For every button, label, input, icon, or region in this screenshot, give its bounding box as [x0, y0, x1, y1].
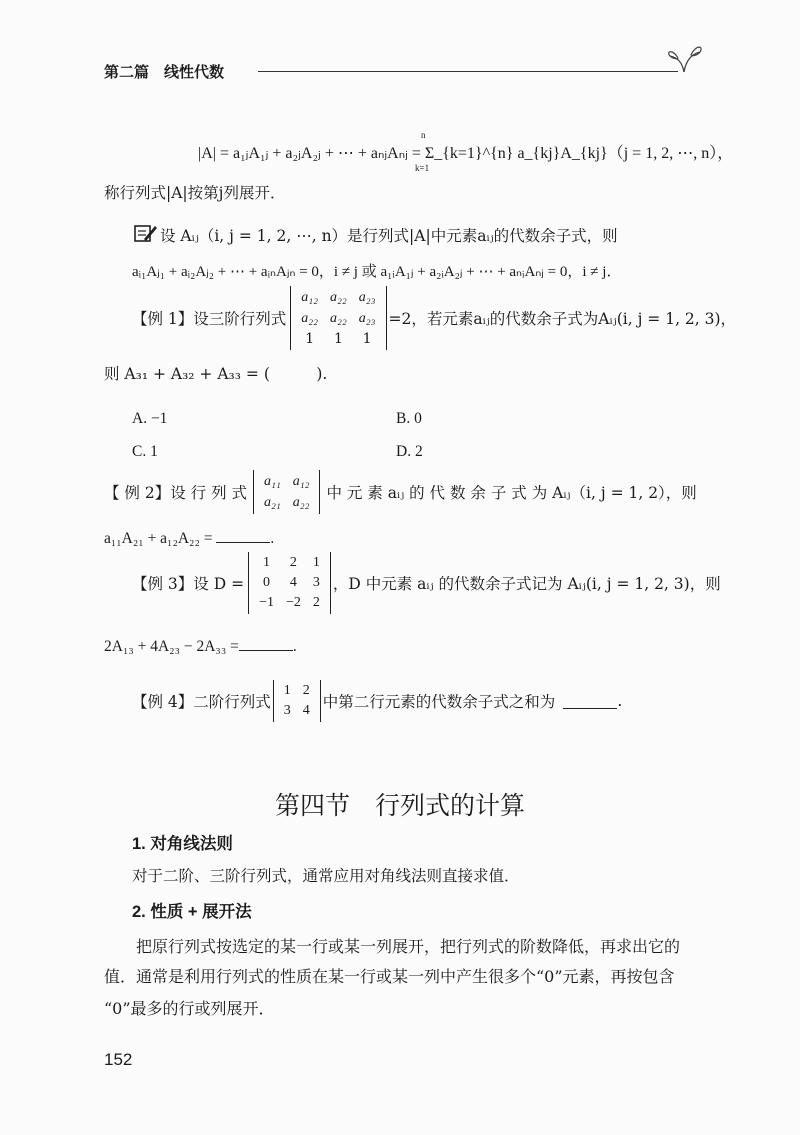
- ex1-cell: 1: [333, 331, 343, 347]
- example-4: 【例 4】二阶行列式 1 2 3 4 中第二行元素的代数余子式之和为 .: [132, 680, 622, 722]
- ex1-cell: 1: [362, 331, 372, 347]
- ex2-determinant: [253, 470, 320, 514]
- ex4-cell: 2: [302, 683, 310, 698]
- ex3-cell: 0: [263, 575, 271, 590]
- paragraph-diagonal-rule: 对于二阶、三阶行列式，通常应用对角线法则直接求值．: [132, 867, 520, 885]
- ex2-question: a₁₁A₂₁ + a₁₂A₂₂ = .: [104, 530, 275, 547]
- ex1-cell: a₂₃: [358, 290, 376, 305]
- subheading-diagonal-rule: 1. 对角线法则: [132, 835, 233, 853]
- paragraph-line-2: 值．通常是利用行列式的性质在某一行或某一列中产生很多个“0”元素，再按包含: [104, 967, 675, 986]
- sprout-icon: [664, 42, 704, 76]
- ex1-determinant: [290, 286, 386, 350]
- ex3-determinant: [248, 552, 331, 614]
- ex3-question: 2A₁₃ + 4A₂₃ − 2A₃₃ = .: [104, 638, 297, 655]
- ex3-cell: 2: [289, 555, 297, 570]
- note-pencil-icon: [134, 223, 158, 243]
- ex1-cell: a₂₃: [358, 311, 376, 326]
- ex3-cell: 1: [263, 555, 271, 570]
- page-number: 152: [104, 1050, 133, 1069]
- ex1-cell: a₂₂: [330, 311, 347, 326]
- ex1-question: 则 A₃₁ + A₃₂ + A₃₃ = ( ).: [104, 365, 328, 383]
- ex4-cell: 4: [302, 703, 310, 718]
- ex3-cell: −2: [285, 595, 301, 610]
- ex1-cell: a₁₂: [301, 290, 319, 305]
- ex3-prefix: 【例 3】设 D =: [132, 575, 245, 593]
- ex3-cell: 2: [312, 595, 320, 610]
- ex2-line2: a₁₁A₂₁ + a₁₂A₂₂ =: [104, 530, 213, 547]
- ex2-prefix: 【 例 2】设 行 列 式: [104, 484, 247, 502]
- answer-blank: [216, 528, 270, 543]
- subheading-property-expansion: 2. 性质 + 展开法: [132, 903, 252, 921]
- ex3-cell: 1: [312, 555, 320, 570]
- ex1-cell: a₂₂: [330, 290, 347, 305]
- section-title: 第四节 行列式的计算: [274, 791, 525, 820]
- option-c: C. 1: [132, 443, 158, 460]
- ex1-cell: a₂₂: [301, 311, 319, 326]
- example-2: [104, 470, 697, 514]
- ex1-prefix: 【例 1】设三阶行列式: [132, 310, 287, 328]
- ex2-cell: a₁₁: [264, 474, 281, 489]
- option-d: D. 2: [396, 443, 423, 460]
- sum-lower-limit: k=1: [415, 163, 430, 173]
- answer-blank: [239, 636, 293, 651]
- sum-upper-limit: n: [421, 130, 426, 140]
- example-3: [132, 552, 721, 614]
- ex4-cell: 3: [283, 703, 291, 718]
- expansion-note: 称行列式|A|按第j列展开．: [104, 184, 286, 202]
- ex4-suffix: 中第二行元素的代数余子式之和为: [322, 693, 556, 711]
- ex4-determinant: [273, 680, 321, 722]
- ex4-cell: 1: [283, 683, 291, 698]
- header-rule: [258, 71, 678, 72]
- answer-blank: [563, 694, 617, 709]
- remark-line-2: aᵢ₁Aⱼ₁ + aᵢ₂Aⱼ₂ + ⋯ + aᵢₙAⱼₙ = 0，i ≠ j 或 a₁ᵢA₁ⱼ + a₂ᵢA₂ⱼ + ⋯ + aₙᵢAₙⱼ = 0，i ≠ j．: [132, 264, 622, 280]
- ex3-cell: 4: [289, 575, 297, 590]
- example-1: [132, 286, 736, 350]
- paragraph-line-3: “0”最多的行或列展开．: [104, 999, 275, 1018]
- remark-line-1: 设 Aᵢⱼ（i, j = 1, 2, ⋯, n）是行列式|A|中元素aᵢⱼ的代数余子式，则: [160, 227, 618, 245]
- ex1-suffix: =2，若元素aᵢⱼ的代数余子式为Aᵢⱼ(i, j = 1, 2, 3)，: [388, 310, 737, 328]
- ex2-cell: a₂₁: [264, 495, 281, 510]
- ex2-suffix: 中 元 素 aᵢⱼ 的 代 数 余 子 式 为 Aᵢⱼ（i, j = 1, 2），则: [326, 484, 697, 502]
- formula-text: |A| = a₁ⱼA₁ⱼ + a₂ⱼA₂ⱼ + ⋯ + aₙⱼAₙⱼ = Σ_{k=1}^{n} a_{kj}A_{kj}（j = 1, 2, ⋯, n），: [198, 145, 734, 162]
- ex3-cell: −1: [259, 595, 274, 610]
- ex2-cell: a₁₂: [292, 474, 310, 489]
- ex3-cell: 3: [312, 575, 320, 590]
- option-a: A. −1: [132, 410, 168, 427]
- ex1-cell: 1: [305, 331, 315, 347]
- running-header: 第二篇 线性代数: [104, 64, 225, 81]
- option-b: B. 0: [396, 410, 422, 427]
- paragraph-line-1: 把原行列式按选定的某一行或某一列展开，把行列式的阶数降低，再求出它的: [104, 937, 681, 956]
- ex2-cell: a₂₂: [292, 495, 310, 510]
- ex3-suffix: ，D 中元素 aᵢⱼ 的代数余子式记为 Aᵢⱼ(i, j = 1, 2, 3)，则: [332, 575, 721, 593]
- ex4-prefix: 【例 4】二阶行列式: [132, 693, 271, 711]
- expansion-formula: [198, 140, 733, 163]
- ex3-line2: 2A₁₃ + 4A₂₃ − 2A₃₃ =: [104, 638, 239, 655]
